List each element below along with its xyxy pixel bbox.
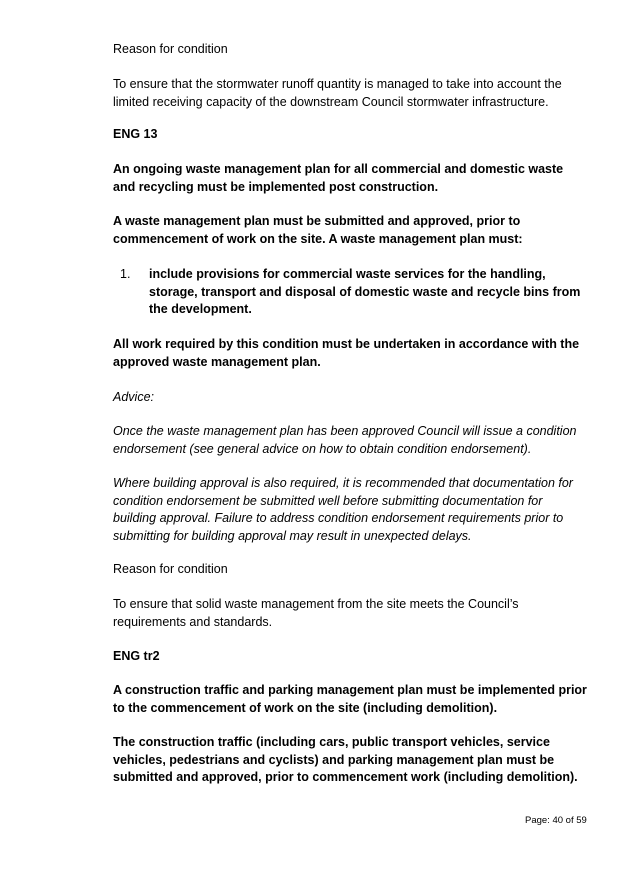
eng13-paragraph-3: All work required by this condition must be undertaken in accordance with the approved waste management plan. (113, 337, 580, 369)
list-item-number: 1. (120, 267, 131, 281)
engtr2-paragraph-1: A construction traffic and parking management plan must be implemented prior to the commencement of work on the site (including demolition). (113, 683, 587, 715)
reason-heading-1: Reason for condition (113, 42, 228, 56)
eng13-heading: ENG 13 (113, 127, 158, 141)
list-item-text: include provisions for commercial waste services for the handling, storage, transport and disposal of domestic waste and recycle bins from the development. (149, 267, 581, 316)
engtr2-paragraph-2: The construction traffic (including cars, public transport vehicles, service vehicles, pedestrians and cyclists) and parking management plan must be submitted and approved, prior to commencement work (including demolition). (113, 735, 578, 784)
eng13-paragraph-1: An ongoing waste management plan for all commercial and domestic waste and recycling must be implemented post construction. (113, 162, 564, 194)
engtr2-heading: ENG tr2 (113, 649, 160, 663)
eng13-paragraph-2: A waste management plan must be submitted and approved, prior to commencement of work on the site. A waste management plan must: (113, 214, 523, 246)
advice-paragraph-2: Where building approval is also required, it is recommended that documentation for condition endorsement be submitted well before submitting documentation for building approval. Failure to address condition endorsement requirements prior to submitting for building approval may result in unexpected delays. (113, 476, 573, 543)
advice-paragraph-1: Once the waste management plan has been approved Council will issue a condition endorsement (see general advice on how to obtain condition endorsement). (113, 424, 577, 456)
reason-text-2: To ensure that solid waste management from the site meets the Council’s requirements and standards. (113, 597, 519, 629)
list-item (113, 266, 588, 320)
advice-label: Advice: (113, 390, 154, 404)
reason-text-1: To ensure that the stormwater runoff quantity is managed to take into account the limited receiving capacity of the downstream Council stormwater infrastructure. (113, 77, 562, 109)
reason-heading-2: Reason for condition (113, 562, 228, 576)
page-number: Page: 40 of 59 (525, 815, 587, 826)
